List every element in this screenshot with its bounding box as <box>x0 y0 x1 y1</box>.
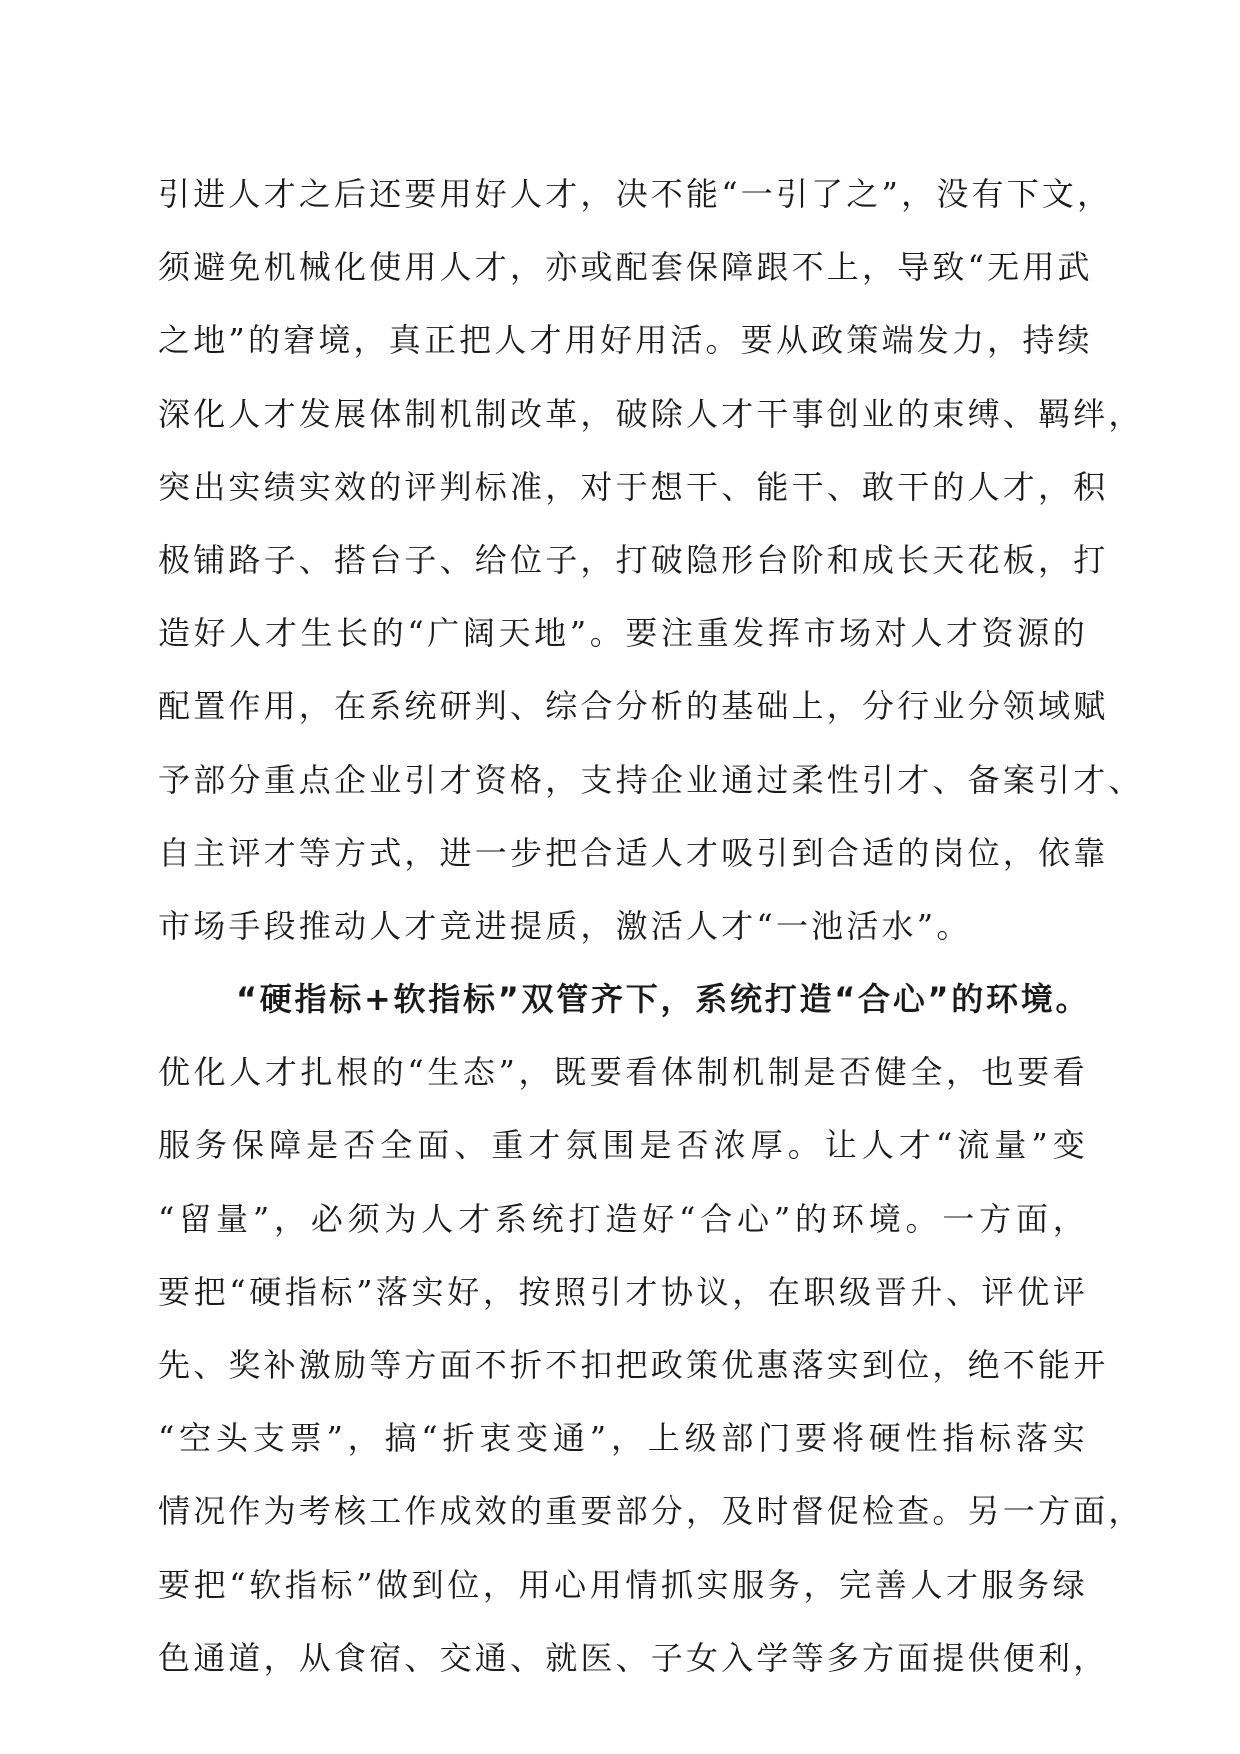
body-text-line: 引进人才之后还要用好人才，决不能“一引了之”，没有下文， <box>158 175 1113 213</box>
body-text-line: 要把“硬指标”落实好，按照引才协议，在职级晋升、评优评 <box>158 1272 1088 1311</box>
body-text-line: 色通道，从食宿、交通、就医、子女入学等多方面提供便利， <box>158 1638 1109 1677</box>
body-text-line: 市场手段推动人才竞进提质，激活人才“一池活水”。 <box>158 906 972 945</box>
document-body <box>158 158 1144 1695</box>
body-text-line: 予部分重点企业引才资格，支持企业通过柔性引才、备案引才、 <box>158 760 1144 799</box>
section-heading-line: “硬指标+软指标”双管齐下，系统打造“合心”的环境。 <box>236 980 1088 1019</box>
body-text-line: 极铺路子、搭台子、给位子，打破隐形台阶和成长天花板，打 <box>158 540 1109 579</box>
body-text-line: 要把“软指标”做到位，用心用情抓实服务，完善人才服务绿 <box>158 1565 1088 1604</box>
body-text-line: “留量”，必须为人才系统打造好“合心”的环境。一方面， <box>158 1199 1088 1238</box>
body-text-line: 情况作为考核工作成效的重要部分，及时督促检查。另一方面， <box>158 1492 1144 1531</box>
body-text-line: “空头支票”，搞“折衷变通”，上级部门要将硬性指标落实 <box>158 1419 1088 1458</box>
body-text-line: 服务保障是否全面、重才氛围是否浓厚。让人才“流量”变 <box>158 1126 1088 1165</box>
body-text-line: 之地”的窘境，真正把人才用好用活。要从政策端发力，持续 <box>158 321 1093 360</box>
body-text-line: 自主评才等方式，进一步把合适人才吸引到合适的岗位，依靠 <box>158 833 1109 872</box>
body-text-line: 深化人才发展体制机制改革，破除人才干事创业的束缚、羁绊， <box>158 394 1144 433</box>
body-text-line: 须避免机械化使用人才，亦或配套保障跟不上，导致“无用武 <box>158 248 1093 287</box>
body-text-line: 先、奖补激励等方面不折不扣把政策优惠落实到位，绝不能开 <box>158 1346 1109 1384</box>
body-text-line: 造好人才生长的“广阔天地”。要注重发挥市场对人才资源的 <box>158 614 1088 653</box>
body-text-line: 优化人才扎根的“生态”，既要看体制机制是否健全，也要看 <box>158 1053 1088 1092</box>
body-text-line: 突出实绩实效的评判标准，对于想干、能干、敢干的人才，积 <box>158 467 1109 506</box>
body-text-line: 配置作用，在系统研判、综合分析的基础上，分行业分领域赋 <box>158 687 1109 726</box>
